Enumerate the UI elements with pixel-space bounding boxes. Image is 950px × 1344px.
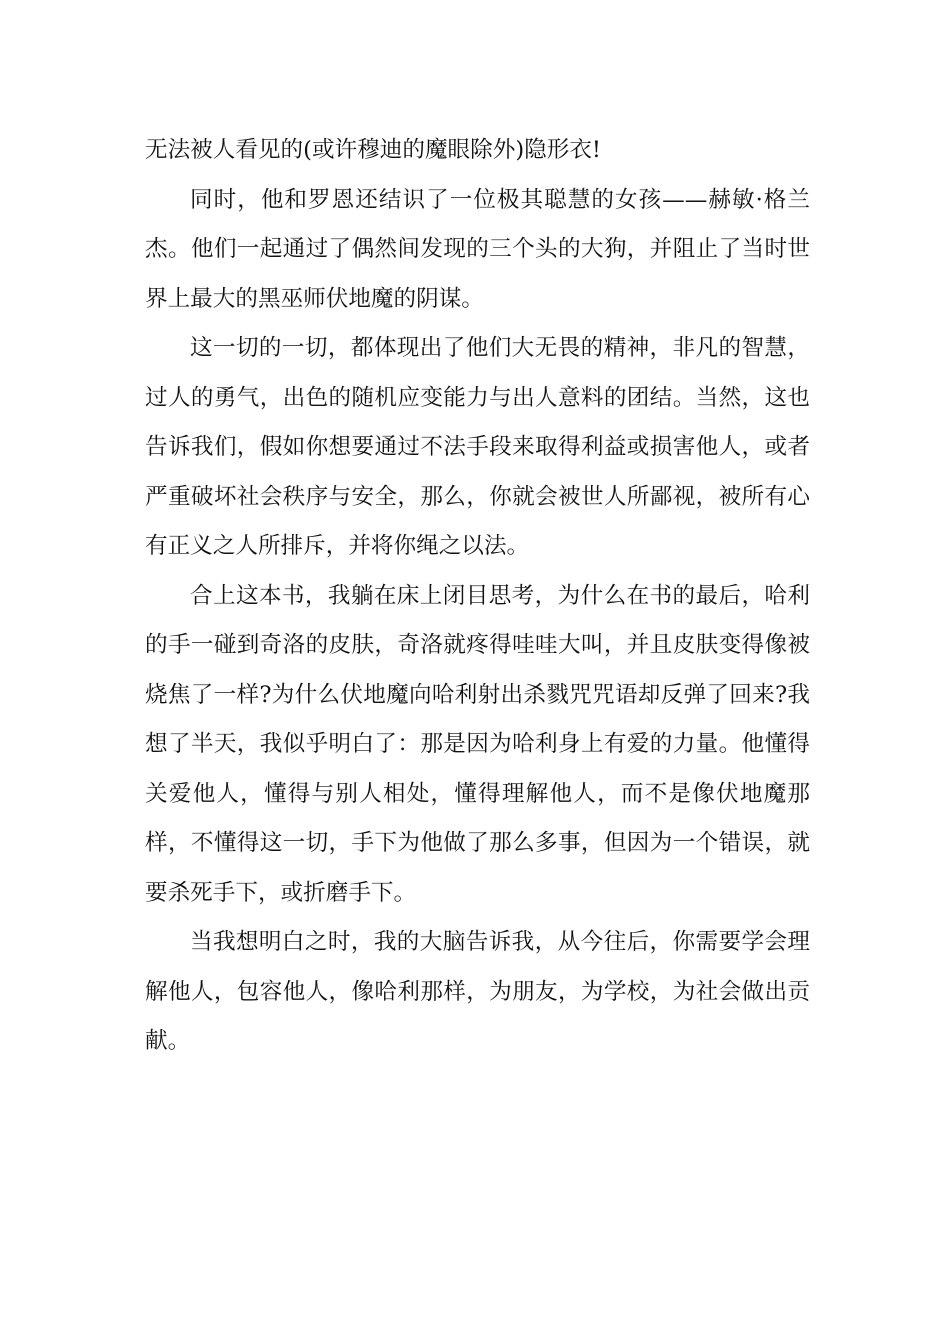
paragraph-reflection: 合上这本书，我躺在床上闭目思考，为什么在书的最后，哈利的手一碰到奇洛的皮肤，奇洛就疼得哇哇大叫，并且皮肤变得像被烧焦了一样?为什么伏地魔向哈利射出杀戮咒咒语却反弹了回来?我想了半天，我似乎明白了：那是因为哈利身上有爱的力量。他懂得关爱他人，懂得与别人相处，懂得理解他人，而不是像伏地魔那样，不懂得这一切，手下为他做了那么多事，但因为一个错误，就要杀死手下，或折磨手下。 <box>145 582 810 906</box>
paragraph-courage: 这一切的一切，都体现出了他们大无畏的精神，非凡的智慧，过人的勇气，出色的随机应变能力与出人意料的团结。当然，这也告诉我们，假如你想要通过不法手段来取得利益或损害他人，或者严重破坏社会秩序与安全，那么，你就会被世人所鄙视，被所有心有正义之人所排斥，并将你绳之以法。 <box>145 335 810 559</box>
paragraph-continuation: 无法被人看见的(或许穆迪的魔眼除外)隐形衣! <box>145 137 601 163</box>
paragraph-hermione: 同时，他和罗恩还结识了一位极其聪慧的女孩——赫敏·格兰杰。他们一起通过了偶然间发现的三个头的大狗，并阻止了当时世界上最大的黑巫师伏地魔的阴谋。 <box>145 186 810 312</box>
document-body <box>145 126 810 1067</box>
paragraph-conclusion: 当我想明白之时，我的大脑告诉我，从今往后，你需要学会理解他人，包容他人，像哈利那样，为朋友，为学校，为社会做出贡献。 <box>145 929 810 1054</box>
